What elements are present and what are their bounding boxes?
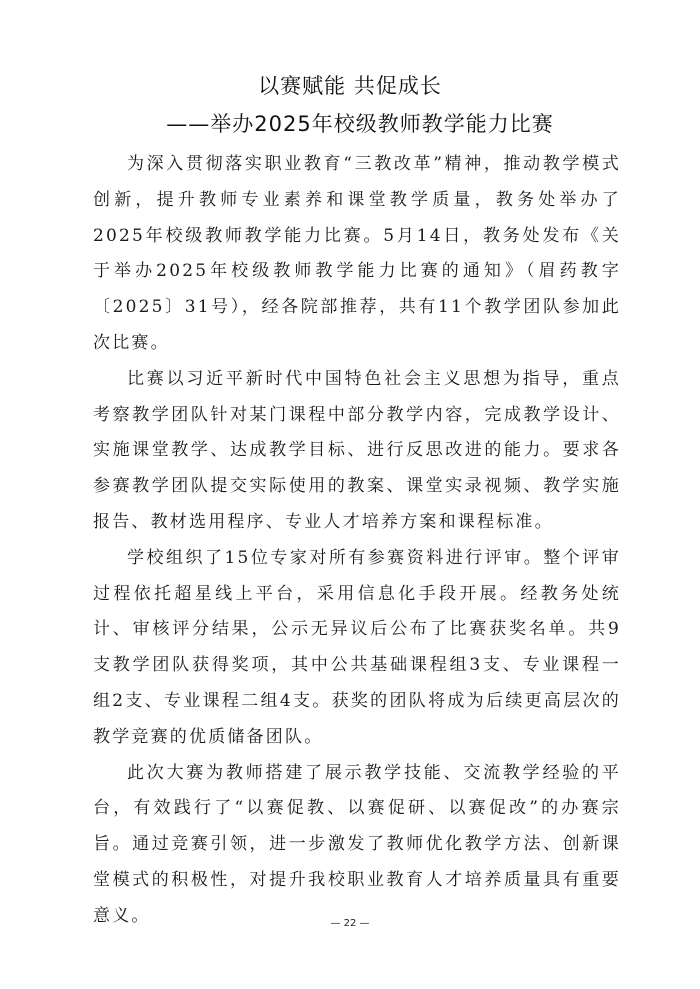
document-title: 以赛赋能 共促成长 bbox=[258, 74, 442, 98]
body-paragraph-1: 为深入贯彻落实职业教育“三教改革”精神，推动教学模式创新，提升教师专业素养和课堂教学质量，教务处举办了2025年校级教师教学能力比赛。5月14日，教务处发布《关于举办2025年校级教师教学能力比赛的通知》（眉药教字〔2025〕31号），经各院部推荐，共有11个教学团队参加此次比赛。 bbox=[93, 154, 621, 353]
body-paragraph-3: 学校组织了15位专家对所有参赛资料进行评审。整个评审过程依托超星线上平台，采用信息化手段开展。经教务处统计、审核评分结果，公示无异议后公布了比赛获奖名单。共9支教学团队获得奖项，其中公共基础课程组3支、专业课程一组2支、专业课程二组4支。获奖的团队将成为后续更高层次的教学竞赛的优质储备团队。 bbox=[93, 547, 621, 747]
document-body bbox=[93, 147, 621, 935]
body-paragraph-4: 此次大赛为教师搭建了展示教学技能、交流教学经验的平台，有效践行了“以赛促教、以赛促研、以赛促改”的办赛宗旨。通过竞赛引领，进一步激发了教师优化教学方法、创新课堂模式的积极性，对提升我校职业教育人才培养质量具有重要意义。 bbox=[93, 762, 621, 926]
document-subtitle: ——举办2025年校级教师教学能力比赛 bbox=[166, 112, 554, 136]
page-number: — 22 — bbox=[330, 918, 370, 929]
body-paragraph-2: 比赛以习近平新时代中国特色社会主义思想为指导，重点考察教学团队针对某门课程中部分教学内容，完成教学设计、实施课堂教学、达成教学目标、进行反思改进的能力。要求各参赛教学团队提交实际使用的教案、课堂实录视频、教学实施报告、教材选用程序、专业人才培养方案和课程标准。 bbox=[93, 368, 621, 532]
